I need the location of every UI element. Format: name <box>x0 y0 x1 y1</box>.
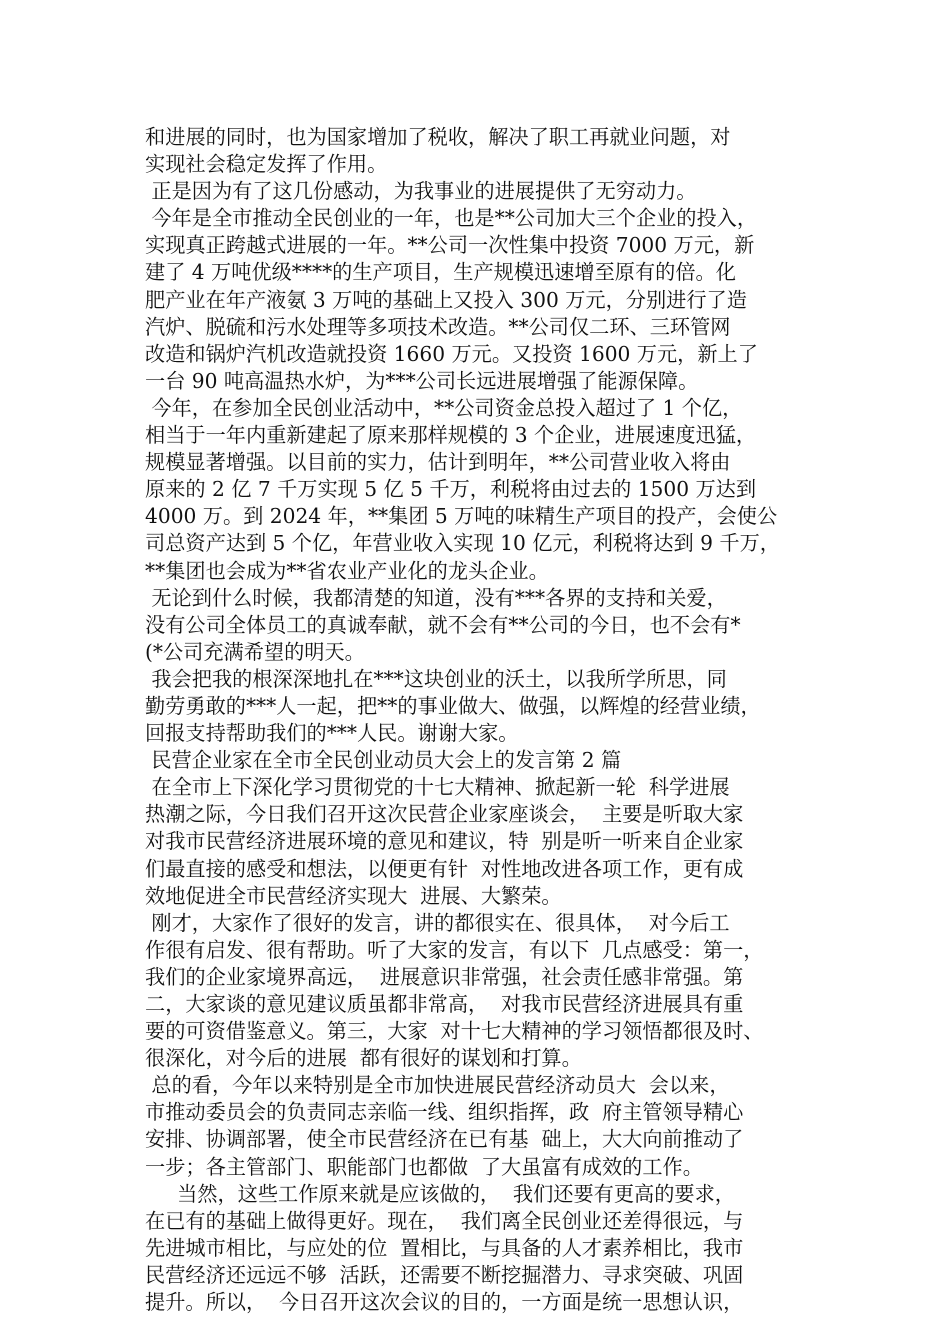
text-line: 没有公司全体员工的真诚奉献，就不会有**公司的今日，也不会有* <box>145 612 741 637</box>
text-line: 正是因为有了这几份感动，为我事业的进展提供了无穷动力。 <box>145 179 697 204</box>
text-line: 今年是全市推动全民创业的一年，也是**公司加大三个企业的投入， <box>145 206 758 231</box>
text-line: 先进城市相比，与应处的位 置相比，与具备的人才素养相比，我市 <box>145 1235 744 1260</box>
text-line: 回报支持帮助我们的***人民。谢谢大家。 <box>145 721 519 746</box>
text-line: 改造和锅炉汽机改造就投资 1660 万元。又投资 1600 万元，新上了 <box>145 341 758 366</box>
text-line: 无论到什么时候，我都清楚的知道，没有***各界的支持和关爱， <box>145 585 727 610</box>
text-line: 民营经济还远远不够 活跃，还需要不断挖掘潜力、寻求突破、巩固 <box>145 1262 744 1287</box>
text-line: 安排、协调部署，使全市民营经济在已有基 础上，大大向前推动了 <box>145 1127 744 1152</box>
text-line: 提升。所以， 今日召开这次会议的目的，一方面是统一思想认识， <box>145 1290 744 1315</box>
text-line: 规模显著增强。以目前的实力，估计到明年，**公司营业收入将由 <box>145 450 731 475</box>
text-line: 一步；各主管部门、职能部门也都做 了大虽富有成效的工作。 <box>145 1154 703 1179</box>
text-line: 相当于一年内重新建起了原来那样规模的 3 个企业，进展速度迅猛， <box>145 423 757 448</box>
text-line: 民营企业家在全市全民创业动员大会上的发言第 2 篇 <box>145 748 622 773</box>
text-line: 作很有启发、很有帮助。听了大家的发言，有以下 几点感受：第一， <box>145 937 764 962</box>
text-line: 效地促进全市民营经济实现大 进展、大繁荣。 <box>145 883 562 908</box>
text-line: 建了 4 万吨优级****的生产项目，生产规模迅速增至原有的倍。化 <box>145 260 736 285</box>
text-line: 和进展的同时，也为国家增加了税收，解决了职工再就业问题，对 <box>145 125 731 149</box>
text-line: 实现真正跨越式进展的一年。**公司一次性集中投资 7000 万元，新 <box>145 233 755 258</box>
text-line: 我们的企业家境界高远， 进展意识非常强，社会责任感非常强。第 <box>145 964 744 989</box>
text-line: 今年，在参加全民创业活动中，**公司资金总投入超过了 1 个亿， <box>145 395 743 420</box>
text-line: 很深化，对今后的进展 都有很好的谋划和打算。 <box>145 1046 582 1071</box>
text-line: 司总资产达到 5 个亿，年营业收入实现 10 亿元，利税将达到 9 千万， <box>145 531 780 556</box>
text-line: 刚才，大家作了很好的发言，讲的都很实在、很具体， 对今后工 <box>145 910 730 935</box>
text-line: 在全市上下深化学习贯彻党的十七大精神、掀起新一轮 科学进展 <box>145 775 730 800</box>
text-line: 一台 90 吨高温热水炉，为***公司长远进展增强了能源保障。 <box>145 368 699 393</box>
text-line: 对我市民营经济进展环境的意见和建议，特 别是听一听来自企业家 <box>145 829 744 854</box>
text-line: 勤劳勇敢的***人一起，把**的事业做大、做强，以辉煌的经营业绩， <box>145 693 761 718</box>
text-line: 总的看，今年以来特别是全市加快进展民营经济动员大 会以来， <box>145 1073 730 1098</box>
text-line: 实现社会稳定发挥了作用。 <box>145 152 388 177</box>
text-line: 汽炉、脱硫和污水处理等多项技术改造。**公司仅二环、三环管网 <box>145 314 731 339</box>
text-line: 热潮之际，今日我们召开这次民营企业家座谈会， 主要是听取大家 <box>145 802 744 827</box>
text-line: 我会把我的根深深地扎在***这块创业的沃土，以我所学所思，同 <box>145 666 727 691</box>
text-line: 要的可资借鉴意义。第三，大家 对十七大精神的学习领悟都很及时、 <box>145 1019 764 1044</box>
text-line: 4000 万。到 2024 年，**集团 5 万吨的味精生产项目的投产，会使公 <box>145 504 778 529</box>
text-line: **集团也会成为**省农业产业化的龙头企业。 <box>145 558 549 583</box>
document-body <box>145 124 807 1316</box>
text-line: 在已有的基础上做得更好。现在， 我们离全民创业还差得很远，与 <box>145 1208 744 1233</box>
text-line: 二，大家谈的意见建议质虽都非常高， 对我市民营经济进展具有重 <box>145 992 744 1016</box>
text-line: 原来的 2 亿 7 千万实现 5 亿 5 千万，利税将由过去的 1500 万达到 <box>145 477 757 502</box>
text-line: (*公司充满希望的明天。 <box>145 639 365 664</box>
text-line: 当然，这些工作原来就是应该做的， 我们还要有更高的要求， <box>145 1181 735 1206</box>
text-line: 市推动委员会的负责同志亲临一线、组织指挥，政 府主管领导精心 <box>145 1100 744 1125</box>
text-line: 们最直接的感受和想法，以便更有针 对性地改进各项工作，更有成 <box>145 856 744 881</box>
text-line: 肥产业在年产液氨 3 万吨的基础上又投入 300 万元，分别进行了造 <box>145 287 747 312</box>
